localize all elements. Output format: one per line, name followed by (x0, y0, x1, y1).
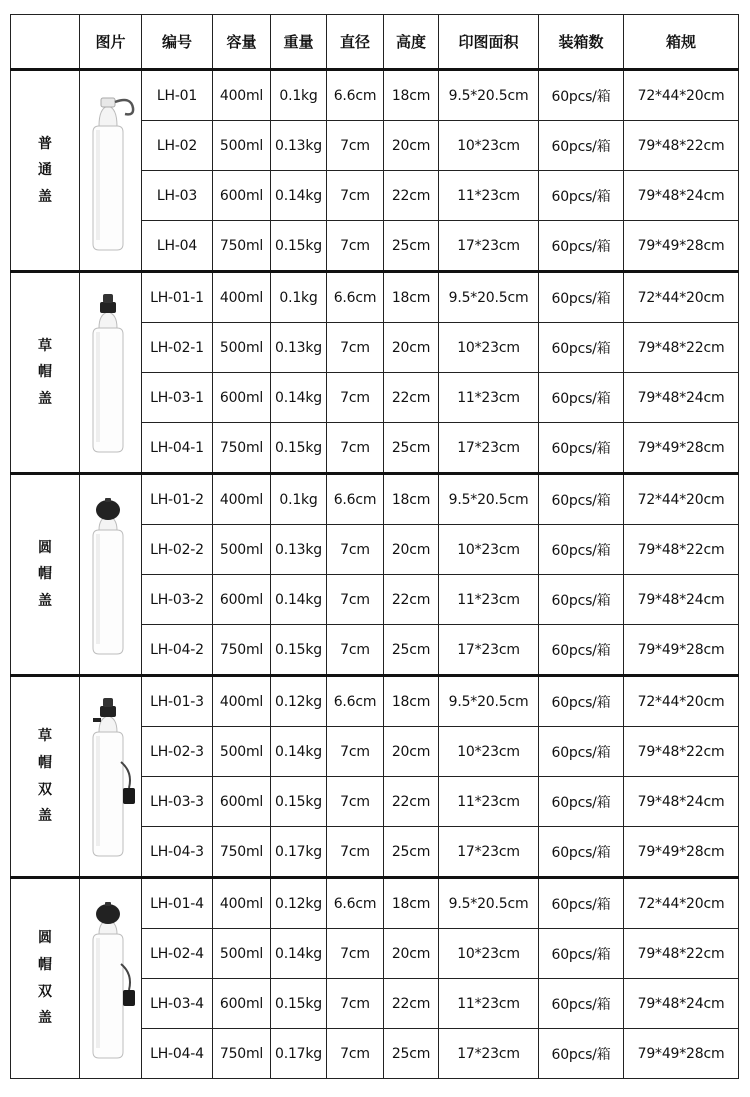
weight-cell: 0.12kg (271, 676, 327, 727)
capacity-cell: 600ml (213, 777, 271, 827)
diameter-cell: 7cm (327, 323, 384, 373)
header-diameter: 直径 (327, 15, 384, 70)
weight-cell: 0.17kg (271, 827, 327, 878)
lid-type-char: 普 (38, 135, 52, 152)
height-cell: 20cm (384, 323, 439, 373)
pack-qty-cell: 60pcs/箱 (539, 777, 624, 827)
product-group (11, 676, 739, 878)
model-cell: LH-02-1 (142, 323, 213, 373)
model-cell: LH-03-1 (142, 373, 213, 423)
lid-type-char: 双 (38, 781, 52, 798)
carton-cell: 79*48*24cm (624, 777, 739, 827)
diameter-cell: 7cm (327, 827, 384, 878)
capacity-cell: 400ml (213, 474, 271, 525)
capacity-cell: 500ml (213, 525, 271, 575)
carton-cell: 79*48*24cm (624, 979, 739, 1029)
carton-cell: 79*48*22cm (624, 525, 739, 575)
lid-type-char: 帽 (38, 754, 52, 771)
pack-qty-cell: 60pcs/箱 (539, 979, 624, 1029)
weight-cell: 0.15kg (271, 423, 327, 474)
product-group (11, 474, 739, 676)
height-cell: 20cm (384, 121, 439, 171)
carton-cell: 79*48*22cm (624, 323, 739, 373)
pack-qty-cell: 60pcs/箱 (539, 727, 624, 777)
product-group (11, 272, 739, 474)
diameter-cell: 7cm (327, 777, 384, 827)
weight-cell: 0.12kg (271, 878, 327, 929)
print-area-cell: 9.5*20.5cm (439, 878, 539, 929)
model-cell: LH-01-4 (142, 878, 213, 929)
diameter-cell: 7cm (327, 575, 384, 625)
product-group (11, 878, 739, 1079)
diameter-cell: 7cm (327, 1029, 384, 1079)
capacity-cell: 500ml (213, 929, 271, 979)
header-capacity: 容量 (213, 15, 271, 70)
pack-qty-cell: 60pcs/箱 (539, 575, 624, 625)
height-cell: 25cm (384, 827, 439, 878)
height-cell: 22cm (384, 171, 439, 221)
pack-qty-cell: 60pcs/箱 (539, 625, 624, 676)
height-cell: 22cm (384, 575, 439, 625)
bottle-straw-double-cap-icon (80, 676, 142, 878)
capacity-cell: 500ml (213, 727, 271, 777)
model-cell: LH-01-2 (142, 474, 213, 525)
capacity-cell: 750ml (213, 221, 271, 272)
diameter-cell: 7cm (327, 423, 384, 474)
lid-type-char: 帽 (38, 566, 52, 583)
pack-qty-cell: 60pcs/箱 (539, 121, 624, 171)
carton-cell: 79*48*24cm (624, 171, 739, 221)
print-area-cell: 9.5*20.5cm (439, 474, 539, 525)
pack-qty-cell: 60pcs/箱 (539, 423, 624, 474)
weight-cell: 0.14kg (271, 929, 327, 979)
print-area-cell: 11*23cm (439, 575, 539, 625)
pack-qty-cell: 60pcs/箱 (539, 676, 624, 727)
print-area-cell: 9.5*20.5cm (439, 272, 539, 323)
bottle-straw-cap-icon (80, 272, 142, 474)
table-row (11, 272, 739, 323)
pack-qty-cell: 60pcs/箱 (539, 827, 624, 878)
product-spec-table (10, 14, 739, 1079)
print-area-cell: 11*23cm (439, 373, 539, 423)
bottle-round-cap-icon (80, 474, 142, 676)
height-cell: 25cm (384, 625, 439, 676)
pack-qty-cell: 60pcs/箱 (539, 878, 624, 929)
carton-cell: 72*44*20cm (624, 70, 739, 121)
model-cell: LH-04-1 (142, 423, 213, 474)
header-carton: 箱规 (624, 15, 739, 70)
header-model: 编号 (142, 15, 213, 70)
weight-cell: 0.13kg (271, 323, 327, 373)
print-area-cell: 10*23cm (439, 727, 539, 777)
model-cell: LH-03-3 (142, 777, 213, 827)
lid-type-char: 圆 (38, 930, 52, 947)
table-row (11, 70, 739, 121)
diameter-cell: 6.6cm (327, 676, 384, 727)
lid-type-char: 双 (38, 983, 52, 1000)
print-area-cell: 10*23cm (439, 121, 539, 171)
lid-type-char: 盖 (38, 390, 52, 407)
model-cell: LH-01-1 (142, 272, 213, 323)
print-area-cell: 17*23cm (439, 827, 539, 878)
lid-type-char: 盖 (38, 808, 52, 825)
diameter-cell: 6.6cm (327, 878, 384, 929)
model-cell: LH-03-4 (142, 979, 213, 1029)
weight-cell: 0.13kg (271, 121, 327, 171)
height-cell: 22cm (384, 777, 439, 827)
weight-cell: 0.15kg (271, 625, 327, 676)
height-cell: 18cm (384, 474, 439, 525)
carton-cell: 79*48*22cm (624, 929, 739, 979)
model-cell: LH-03 (142, 171, 213, 221)
carton-cell: 79*48*22cm (624, 727, 739, 777)
print-area-cell: 17*23cm (439, 423, 539, 474)
weight-cell: 0.14kg (271, 727, 327, 777)
diameter-cell: 7cm (327, 373, 384, 423)
pack-qty-cell: 60pcs/箱 (539, 171, 624, 221)
print-area-cell: 17*23cm (439, 221, 539, 272)
pack-qty-cell: 60pcs/箱 (539, 221, 624, 272)
model-cell: LH-04-4 (142, 1029, 213, 1079)
weight-cell: 0.15kg (271, 777, 327, 827)
header-type (11, 15, 80, 70)
print-area-cell: 9.5*20.5cm (439, 676, 539, 727)
weight-cell: 0.14kg (271, 373, 327, 423)
header-print-area: 印图面积 (439, 15, 539, 70)
pack-qty-cell: 60pcs/箱 (539, 70, 624, 121)
capacity-cell: 750ml (213, 1029, 271, 1079)
carton-cell: 79*48*22cm (624, 121, 739, 171)
model-cell: LH-02 (142, 121, 213, 171)
capacity-cell: 750ml (213, 625, 271, 676)
weight-cell: 0.17kg (271, 1029, 327, 1079)
height-cell: 18cm (384, 272, 439, 323)
capacity-cell: 400ml (213, 676, 271, 727)
header-image: 图片 (80, 15, 142, 70)
weight-cell: 0.15kg (271, 221, 327, 272)
weight-cell: 0.1kg (271, 474, 327, 525)
diameter-cell: 7cm (327, 121, 384, 171)
pack-qty-cell: 60pcs/箱 (539, 474, 624, 525)
diameter-cell: 7cm (327, 171, 384, 221)
carton-cell: 79*49*28cm (624, 1029, 739, 1079)
model-cell: LH-01 (142, 70, 213, 121)
print-area-cell: 11*23cm (439, 979, 539, 1029)
lid-type-char: 盖 (38, 1010, 52, 1027)
print-area-cell: 10*23cm (439, 525, 539, 575)
carton-cell: 79*49*28cm (624, 423, 739, 474)
height-cell: 22cm (384, 979, 439, 1029)
print-area-cell: 11*23cm (439, 171, 539, 221)
header-row (11, 15, 739, 70)
height-cell: 18cm (384, 70, 439, 121)
model-cell: LH-03-2 (142, 575, 213, 625)
model-cell: LH-02-2 (142, 525, 213, 575)
capacity-cell: 400ml (213, 878, 271, 929)
table-row (11, 878, 739, 929)
table-row (11, 676, 739, 727)
weight-cell: 0.15kg (271, 979, 327, 1029)
carton-cell: 79*49*28cm (624, 625, 739, 676)
carton-cell: 79*48*24cm (624, 373, 739, 423)
height-cell: 20cm (384, 929, 439, 979)
print-area-cell: 10*23cm (439, 323, 539, 373)
lid-type-char: 盖 (38, 188, 52, 205)
weight-cell: 0.14kg (271, 171, 327, 221)
carton-cell: 72*44*20cm (624, 878, 739, 929)
capacity-cell: 400ml (213, 70, 271, 121)
height-cell: 18cm (384, 878, 439, 929)
diameter-cell: 7cm (327, 625, 384, 676)
lid-type-label (11, 272, 80, 474)
header-weight: 重量 (271, 15, 327, 70)
lid-type-label (11, 474, 80, 676)
lid-type-char: 草 (38, 337, 52, 354)
model-cell: LH-01-3 (142, 676, 213, 727)
model-cell: LH-04-3 (142, 827, 213, 878)
carton-cell: 79*49*28cm (624, 221, 739, 272)
pack-qty-cell: 60pcs/箱 (539, 1029, 624, 1079)
height-cell: 22cm (384, 373, 439, 423)
height-cell: 18cm (384, 676, 439, 727)
diameter-cell: 6.6cm (327, 70, 384, 121)
pack-qty-cell: 60pcs/箱 (539, 373, 624, 423)
lid-type-char: 通 (38, 162, 52, 179)
capacity-cell: 750ml (213, 827, 271, 878)
capacity-cell: 500ml (213, 121, 271, 171)
diameter-cell: 6.6cm (327, 474, 384, 525)
lid-type-label (11, 878, 80, 1079)
height-cell: 25cm (384, 221, 439, 272)
diameter-cell: 6.6cm (327, 272, 384, 323)
pack-qty-cell: 60pcs/箱 (539, 525, 624, 575)
height-cell: 20cm (384, 727, 439, 777)
lid-type-char: 帽 (38, 364, 52, 381)
capacity-cell: 600ml (213, 373, 271, 423)
diameter-cell: 7cm (327, 221, 384, 272)
diameter-cell: 7cm (327, 727, 384, 777)
lid-type-char: 帽 (38, 956, 52, 973)
bottle-standard-lid-icon (80, 70, 142, 272)
capacity-cell: 400ml (213, 272, 271, 323)
carton-cell: 72*44*20cm (624, 272, 739, 323)
pack-qty-cell: 60pcs/箱 (539, 272, 624, 323)
model-cell: LH-02-3 (142, 727, 213, 777)
carton-cell: 72*44*20cm (624, 676, 739, 727)
lid-type-char: 盖 (38, 592, 52, 609)
pack-qty-cell: 60pcs/箱 (539, 929, 624, 979)
diameter-cell: 7cm (327, 929, 384, 979)
print-area-cell: 10*23cm (439, 929, 539, 979)
print-area-cell: 11*23cm (439, 777, 539, 827)
height-cell: 25cm (384, 423, 439, 474)
lid-type-label (11, 676, 80, 878)
product-group (11, 70, 739, 272)
weight-cell: 0.14kg (271, 575, 327, 625)
capacity-cell: 750ml (213, 423, 271, 474)
carton-cell: 72*44*20cm (624, 474, 739, 525)
weight-cell: 0.13kg (271, 525, 327, 575)
header-height: 高度 (384, 15, 439, 70)
print-area-cell: 9.5*20.5cm (439, 70, 539, 121)
weight-cell: 0.1kg (271, 272, 327, 323)
print-area-cell: 17*23cm (439, 1029, 539, 1079)
header-pack-qty: 装箱数 (539, 15, 624, 70)
lid-type-char: 草 (38, 728, 52, 745)
capacity-cell: 600ml (213, 979, 271, 1029)
print-area-cell: 17*23cm (439, 625, 539, 676)
lid-type-label (11, 70, 80, 272)
weight-cell: 0.1kg (271, 70, 327, 121)
table-row (11, 474, 739, 525)
capacity-cell: 500ml (213, 323, 271, 373)
diameter-cell: 7cm (327, 979, 384, 1029)
carton-cell: 79*48*24cm (624, 575, 739, 625)
capacity-cell: 600ml (213, 575, 271, 625)
model-cell: LH-04 (142, 221, 213, 272)
carton-cell: 79*49*28cm (624, 827, 739, 878)
capacity-cell: 600ml (213, 171, 271, 221)
pack-qty-cell: 60pcs/箱 (539, 323, 624, 373)
bottle-round-double-cap-icon (80, 878, 142, 1079)
height-cell: 25cm (384, 1029, 439, 1079)
model-cell: LH-04-2 (142, 625, 213, 676)
lid-type-char: 圆 (38, 539, 52, 556)
height-cell: 20cm (384, 525, 439, 575)
diameter-cell: 7cm (327, 525, 384, 575)
model-cell: LH-02-4 (142, 929, 213, 979)
